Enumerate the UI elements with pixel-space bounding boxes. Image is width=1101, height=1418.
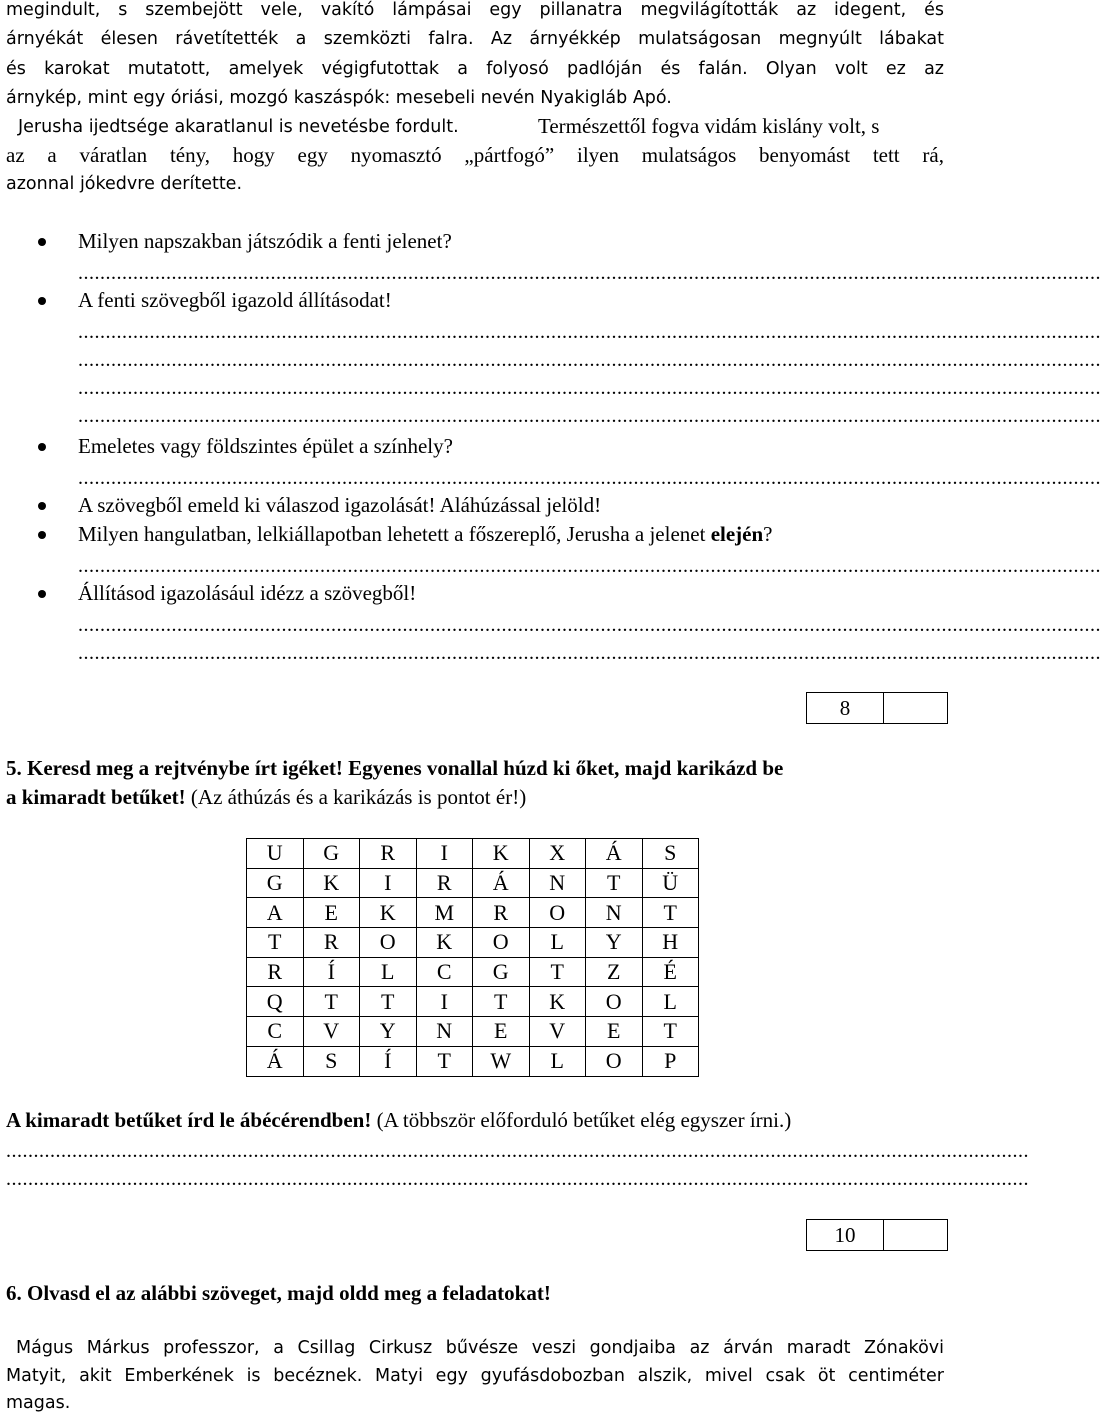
grid-row [247, 898, 699, 928]
answer-line[interactable]: .......................................................................................................................................................................................... [78, 262, 1101, 284]
score-max: 10 [807, 1220, 884, 1250]
grid-cell[interactable]: L [529, 1046, 586, 1076]
task5-title-line2 [6, 785, 526, 810]
task5-title: 5. Keresd meg a rejtvénybe írt igéket! Egyenes vonallal húzd ki őket, majd karikázd be [6, 756, 784, 780]
task5-instruction-bold: A kimaradt betűket írd le ábécérendben! [6, 1108, 372, 1132]
grid-row [247, 928, 699, 958]
bullet-icon [38, 238, 46, 246]
grid-cell[interactable]: T [303, 987, 360, 1017]
grid-cell[interactable]: C [416, 957, 473, 987]
grid-row [247, 1017, 699, 1047]
bullet-icon [38, 502, 46, 510]
answer-line[interactable]: .......................................................................................................................................................................................... [6, 1140, 1029, 1162]
grid-cell[interactable]: K [303, 868, 360, 898]
grid-row [247, 868, 699, 898]
grid-cell[interactable]: R [473, 898, 530, 928]
question-5-emphasis: elején [710, 522, 764, 546]
grid-cell[interactable]: Ü [642, 868, 699, 898]
grid-cell[interactable]: I [416, 839, 473, 869]
question-5-mark: ? [763, 522, 773, 546]
intro-line-2: árnyékát élesen rávetítették a szemközti falra. Az árnyékkép mulatságosan megnyúlt lábakat [6, 29, 944, 49]
grid-cell[interactable]: R [360, 839, 417, 869]
grid-cell[interactable]: N [529, 868, 586, 898]
answer-line[interactable]: .......................................................................................................................................................................................... [78, 614, 1101, 636]
intro-line-4: árnykép, mint egy óriási, mozgó kaszáspók: mesebeli nevén Nyakigláb Apó. [6, 88, 672, 108]
intro-line-1: megindult, s szembejött vele, vakító lámpásai egy pillanatra megvilágították az idegent, és [6, 0, 944, 20]
grid-cell[interactable]: Á [473, 868, 530, 898]
grid-cell[interactable]: T [642, 898, 699, 928]
grid-cell[interactable]: N [416, 1017, 473, 1047]
answer-line[interactable]: .......................................................................................................................................................................................... [78, 555, 1101, 577]
grid-cell[interactable]: K [360, 898, 417, 928]
bullet-icon [38, 443, 46, 451]
grid-row [247, 839, 699, 869]
score-earned[interactable] [884, 693, 947, 723]
task5-title-bold2: a kimaradt betűket! [6, 785, 186, 809]
grid-cell[interactable]: Í [360, 1046, 417, 1076]
grid-cell[interactable]: P [642, 1046, 699, 1076]
grid-cell[interactable]: Y [360, 1017, 417, 1047]
grid-cell[interactable]: G [473, 957, 530, 987]
grid-cell[interactable]: T [642, 1017, 699, 1047]
intro-line-6: az a váratlan tény, hogy egy nyomasztó „pártfogó” ilyen mulatságos benyomást tett rá, [6, 143, 944, 167]
grid-cell[interactable]: S [642, 839, 699, 869]
answer-line[interactable]: .......................................................................................................................................................................................... [78, 642, 1101, 664]
score-earned[interactable] [884, 1220, 947, 1250]
grid-cell[interactable]: R [247, 957, 304, 987]
grid-cell[interactable]: L [529, 928, 586, 958]
task6-line-2: Matyit, akit Emberkének is becéznek. Matyi egy gyufásdobozban alszik, mivel csak öt centiméter [6, 1366, 944, 1386]
question-3: Emeletes vagy földszintes épület a színhely? [78, 434, 453, 458]
bullet-icon [38, 531, 46, 539]
grid-cell[interactable]: Á [247, 1046, 304, 1076]
grid-cell[interactable]: E [473, 1017, 530, 1047]
grid-cell[interactable]: Q [247, 987, 304, 1017]
grid-cell[interactable]: É [642, 957, 699, 987]
grid-cell[interactable]: M [416, 898, 473, 928]
grid-cell[interactable]: V [303, 1017, 360, 1047]
grid-cell[interactable]: T [416, 1046, 473, 1076]
bullet-icon [38, 297, 46, 305]
grid-cell[interactable]: T [529, 957, 586, 987]
question-2: A fenti szövegből igazold állításodat! [78, 288, 392, 312]
grid-cell[interactable]: X [529, 839, 586, 869]
question-5 [78, 522, 773, 547]
grid-cell[interactable]: V [529, 1017, 586, 1047]
task6-line-1: Mágus Márkus professzor, a Csillag Cirkusz bűvésze veszi gondjaiba az árván maradt Zónakövi [16, 1338, 944, 1358]
question-5-text: Milyen hangulatban, lelkiállapotban lehetett a főszereplő, Jerusha a jelenet [78, 522, 711, 546]
answer-line[interactable]: .......................................................................................................................................................................................... [78, 467, 1101, 489]
task6-title: 6. Olvasd el az alábbi szöveget, majd oldd meg a feladatokat! [6, 1281, 551, 1305]
grid-cell[interactable]: O [360, 928, 417, 958]
grid-cell[interactable]: T [586, 868, 643, 898]
task6-line-3: magas. [6, 1393, 71, 1413]
grid-row [247, 957, 699, 987]
task5-instruction-note: (A többször előforduló betűket elég egyszer írni.) [371, 1108, 792, 1132]
grid-row [247, 987, 699, 1017]
grid-cell[interactable]: R [416, 868, 473, 898]
intro-line-3: és karokat mutatott, amelyek végigfutottak a folyosó padlóján és falán. Olyan volt ez az [6, 59, 944, 79]
grid-cell[interactable]: S [303, 1046, 360, 1076]
grid-cell[interactable]: G [303, 839, 360, 869]
intro-line-5a: Jerusha ijedtsége akaratlanul is nevetésbe fordult. [18, 117, 459, 137]
word-search-grid [246, 838, 699, 1077]
grid-cell[interactable]: W [473, 1046, 530, 1076]
grid-cell[interactable]: I [360, 868, 417, 898]
grid-cell[interactable]: U [247, 839, 304, 869]
grid-cell[interactable]: T [360, 987, 417, 1017]
grid-cell[interactable]: Í [303, 957, 360, 987]
grid-cell[interactable]: L [360, 957, 417, 987]
grid-cell[interactable]: O [473, 928, 530, 958]
grid-cell[interactable]: R [303, 928, 360, 958]
answer-line[interactable]: .......................................................................................................................................................................................... [78, 349, 1101, 371]
grid-cell[interactable]: O [586, 987, 643, 1017]
grid-cell[interactable]: L [642, 987, 699, 1017]
grid-cell[interactable]: K [416, 928, 473, 958]
grid-cell[interactable]: C [247, 1017, 304, 1047]
grid-cell[interactable]: A [247, 898, 304, 928]
task5-note: (Az áthúzás és a karikázás is pontot ér!) [185, 785, 527, 809]
grid-cell[interactable]: K [473, 839, 530, 869]
grid-cell[interactable]: E [303, 898, 360, 928]
question-1: Milyen napszakban játszódik a fenti jelenet? [78, 229, 452, 253]
score-max: 8 [807, 693, 884, 723]
score-box [806, 1219, 948, 1251]
answer-line[interactable]: .......................................................................................................................................................................................... [78, 377, 1101, 399]
score-box [806, 692, 948, 724]
answer-line[interactable]: .......................................................................................................................................................................................... [6, 1168, 1029, 1190]
grid-cell[interactable]: T [473, 987, 530, 1017]
question-4: A szövegből emeld ki válaszod igazolását! Aláhúzással jelöld! [78, 493, 602, 517]
answer-line[interactable]: .......................................................................................................................................................................................... [78, 405, 1101, 427]
intro-line-7: azonnal jókedvre derítette. [6, 174, 243, 194]
grid-cell[interactable]: T [247, 928, 304, 958]
grid-cell[interactable]: Y [586, 928, 643, 958]
bullet-icon [38, 590, 46, 598]
grid-cell[interactable]: H [642, 928, 699, 958]
grid-cell[interactable]: O [586, 1046, 643, 1076]
answer-line[interactable]: .......................................................................................................................................................................................... [78, 321, 1101, 343]
intro-line-5b: Természettől fogva vidám kislány volt, s [538, 114, 880, 138]
question-6: Állításod igazolásául idézz a szövegből! [78, 581, 417, 605]
grid-cell[interactable]: K [529, 987, 586, 1017]
grid-cell[interactable]: I [416, 987, 473, 1017]
task5-instruction [6, 1108, 791, 1133]
grid-cell[interactable]: N [586, 898, 643, 928]
grid-cell[interactable]: G [247, 868, 304, 898]
grid-cell[interactable]: Á [586, 839, 643, 869]
grid-cell[interactable]: E [586, 1017, 643, 1047]
grid-row [247, 1046, 699, 1076]
grid-cell[interactable]: O [529, 898, 586, 928]
grid-cell[interactable]: Z [586, 957, 643, 987]
